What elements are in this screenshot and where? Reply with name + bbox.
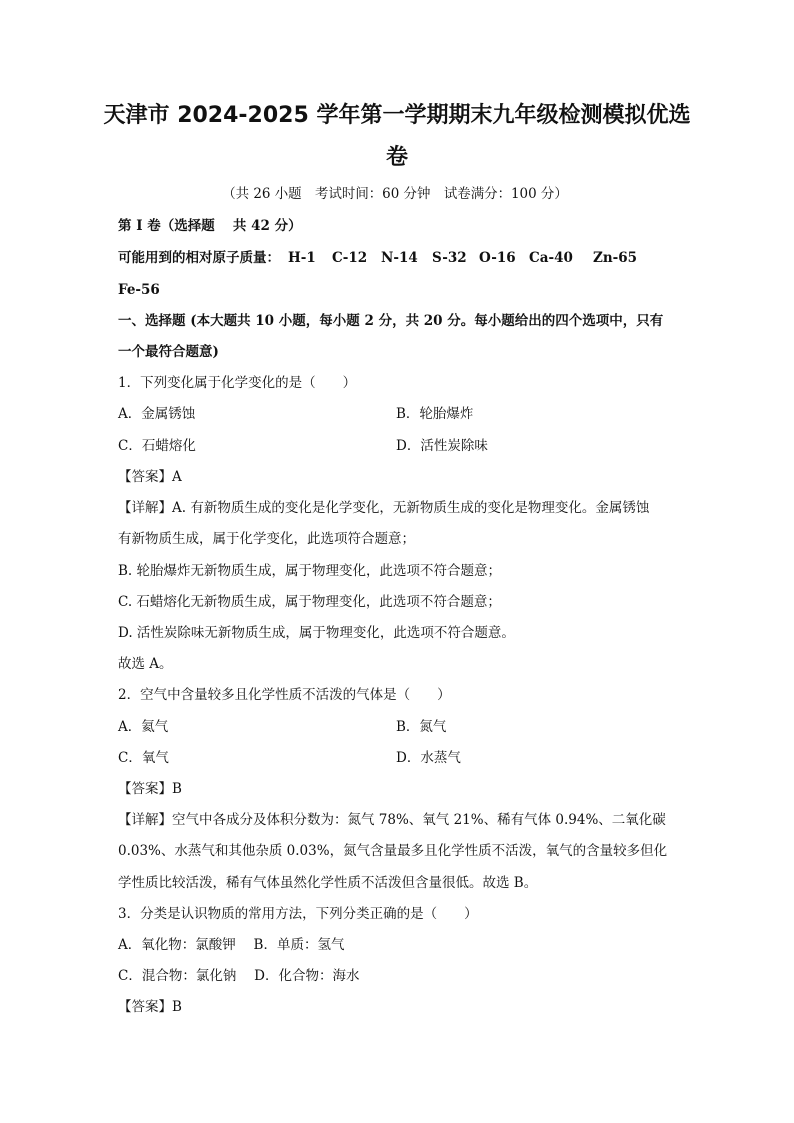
option-a: A．金属锈蚀: [118, 406, 196, 422]
explanation-line: 学性质比较活泼，稀有气体虽然化学性质不活泼但含量很低。故选 B。: [118, 875, 538, 891]
option-d: D．水蒸气: [396, 750, 461, 766]
instruction-line: 一、选择题 (本大题共 10 小题，每小题 2 分，共 20 分。每小题给出的四个选项中，只有: [118, 313, 664, 329]
instruction-line: 一个最符合题意): [118, 344, 219, 360]
document-title-line2: 卷: [385, 145, 408, 170]
atomic-mass-item: Fe-56: [118, 282, 160, 298]
answer-line: 【答案】B: [118, 999, 182, 1015]
answer-line: 【答案】A: [118, 469, 182, 485]
option-b: B．氮气: [396, 719, 447, 735]
answer-line: 【答案】B: [118, 781, 182, 797]
explanation-line: 有新物质生成，属于化学变化，此选项符合题意；: [118, 531, 415, 547]
section-heading: 第 I 卷（选择题 共 42 分）: [118, 218, 302, 234]
explanation-line: B. 轮胎爆炸无新物质生成，属于物理变化，此选项不符合题意；: [118, 563, 502, 579]
document-title-line1: 天津市 2024-2025 学年第一学期期末九年级检测模拟优选: [103, 103, 691, 128]
explanation-line: 0.03%、水蒸气和其他杂质 0.03%，氮气含量最多且化学性质不活泼，氧气的含量较多但化: [118, 843, 668, 859]
explanation-line: C. 石蜡熔化无新物质生成，属于物理变化，此选项不符合题意；: [118, 594, 501, 610]
question-stem: 1．下列变化属于化学变化的是（ ）: [118, 375, 357, 391]
atomic-mass-item: N-14: [381, 250, 418, 266]
atomic-mass-item: O-16: [479, 250, 516, 266]
option-c: C．石蜡熔化: [118, 438, 196, 454]
option-line: C．混合物：氯化钠 D．化合物：海水: [118, 968, 360, 984]
explanation-line: 【详解】A. 有新物质生成的变化是化学变化，无新物质生成的变化是物理变化。金属锈蚀: [118, 500, 650, 516]
atomic-mass-item: S-32: [432, 250, 467, 266]
option-c: C．氧气: [118, 750, 169, 766]
option-d: D．活性炭除味: [396, 438, 488, 454]
explanation-line: D. 活性炭除味无新物质生成，属于物理变化，此选项不符合题意。: [118, 625, 515, 641]
explanation-line: 故选 A。: [118, 656, 173, 672]
atomic-mass-item: Ca-40: [529, 250, 573, 266]
exam-info: （共 26 小题 考试时间：60 分钟 试卷满分：100 分）: [222, 186, 568, 202]
explanation-line: 【详解】空气中各成分及体积分数为：氮气 78%、氧气 21%、稀有气体 0.94%、二氧化碳: [118, 812, 666, 828]
option-b: B．轮胎爆炸: [396, 406, 474, 422]
atomic-mass-item: H-1: [288, 250, 316, 266]
option-line: A．氧化物：氯酸钾 B．单质：氢气: [118, 937, 345, 953]
option-a: A．氦气: [118, 719, 169, 735]
atomic-mass-item: Zn-65: [593, 250, 638, 266]
atomic-mass-item: C-12: [332, 250, 368, 266]
atomic-mass-label: 可能用到的相对原子质量：: [118, 250, 280, 266]
question-stem: 3．分类是认识物质的常用方法，下列分类正确的是（ ）: [118, 906, 478, 922]
question-stem: 2．空气中含量较多且化学性质不活泼的气体是（ ）: [118, 687, 451, 703]
